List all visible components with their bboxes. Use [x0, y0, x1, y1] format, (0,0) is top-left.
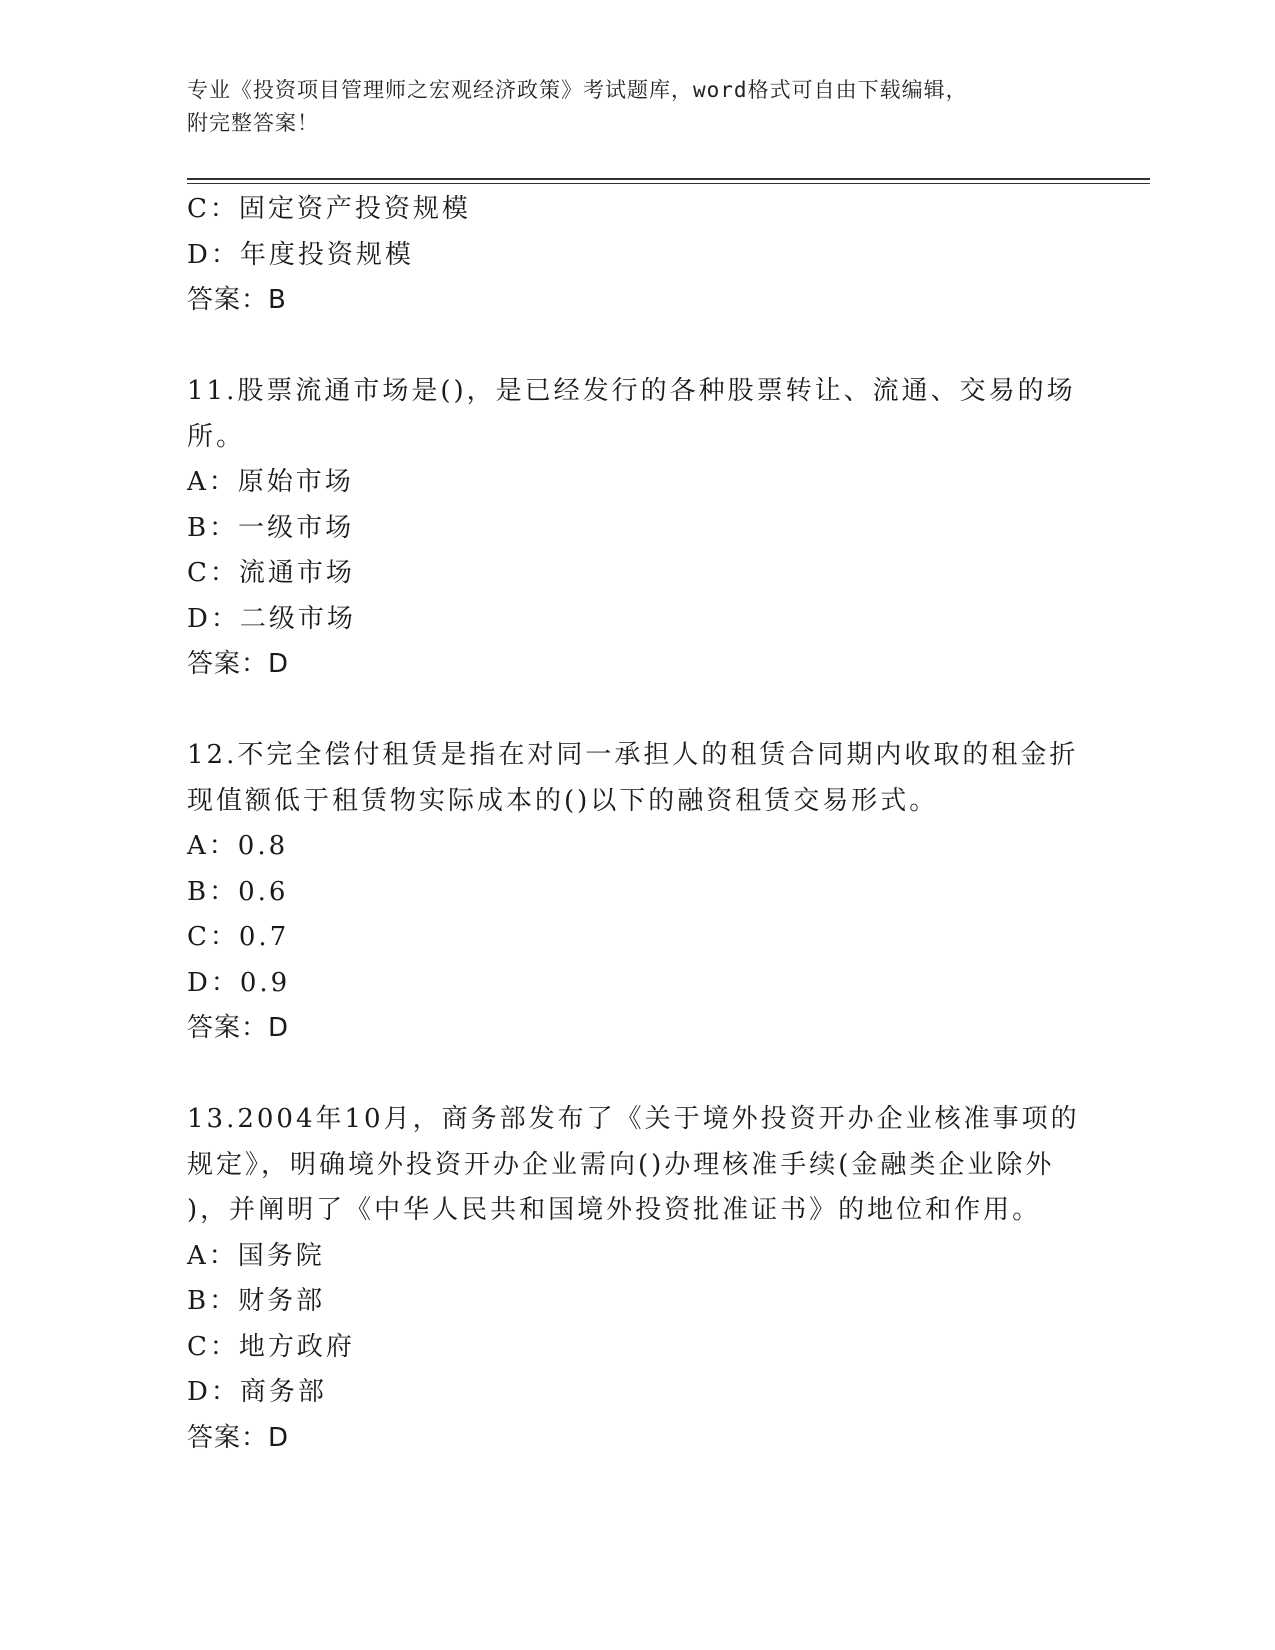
question-stem-line: 13.2004年10月，商务部发布了《关于境外投资开办企业核准事项的: [187, 1104, 1080, 1134]
question-stem-line: 规定》，明确境外投资开办企业需向()办理核准手续(金融类企业除外: [187, 1149, 1055, 1180]
option-a: A：国务院: [187, 1240, 325, 1271]
question-stem-line: 所。: [187, 421, 246, 452]
answer-line: 答案：D: [187, 1013, 290, 1043]
question-13: [187, 1097, 1087, 1461]
question-stem-line: 11.股票流通市场是()，是已经发行的各种股票转让、流通、交易的场: [187, 376, 1076, 406]
question-12: [187, 733, 1087, 1052]
header-line-1: 专业《投资项目管理师之宏观经济政策》考试题库，word格式可自由下载编辑，: [187, 78, 968, 102]
question-11: [187, 369, 1087, 688]
option-c: C：0.7: [187, 922, 290, 952]
question-stem-line: 现值额低于租赁物实际成本的()以下的融资租赁交易形式。: [187, 785, 939, 816]
question-body: [187, 187, 1087, 1461]
option-b: B：一级市场: [187, 512, 355, 543]
option-a: A：原始市场: [187, 467, 354, 497]
question-stem-line: )，并阐明了《中华人民共和国境外投资批准证书》的地位和作用。: [187, 1195, 1042, 1225]
option-c: C：流通市场: [187, 558, 355, 588]
option-a: A：0.8: [187, 831, 289, 861]
header-line-2: 附完整答案！: [187, 111, 319, 135]
answer-line: 答案：D: [187, 1422, 290, 1453]
option-c: C：地方政府: [187, 1331, 355, 1362]
option-c: C：固定资产投资规模: [187, 194, 471, 224]
answer-line: 答案：D: [187, 649, 290, 679]
document-header: [187, 74, 1067, 140]
option-d: D：年度投资规模: [187, 239, 414, 270]
option-b: B：0.6: [187, 876, 289, 907]
header-divider-thin: [187, 183, 1150, 184]
option-d: D：商务部: [187, 1377, 327, 1407]
option-d: D：二级市场: [187, 603, 356, 634]
header-divider-thick: [187, 178, 1150, 180]
option-b: B：财务部: [187, 1286, 326, 1316]
question-stem-line: 12.不完全偿付租赁是指在对同一承担人的租赁合同期内收取的租金折: [187, 740, 1079, 770]
option-d: D：0.9: [187, 967, 291, 998]
answer-line: 答案：B: [187, 285, 287, 315]
prev-question: [187, 187, 1087, 324]
